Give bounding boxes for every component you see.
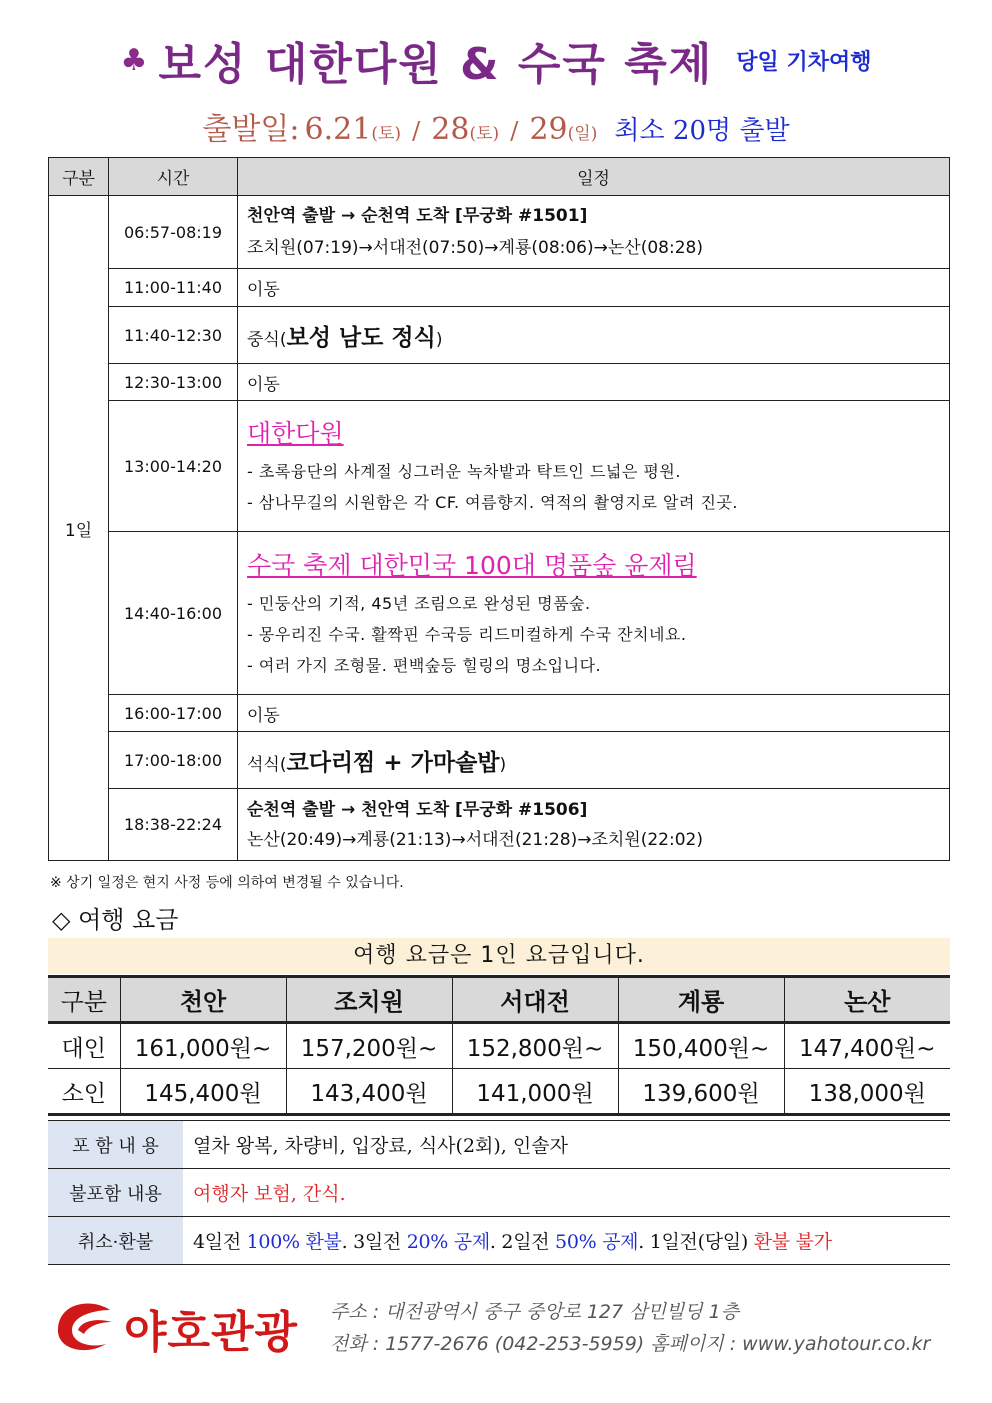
fee-header: 구분 bbox=[48, 977, 120, 1023]
time-cell: 13:00-14:20 bbox=[109, 401, 238, 532]
time-cell: 18:38-22:24 bbox=[109, 789, 238, 861]
time-cell: 12:30-13:00 bbox=[109, 364, 238, 401]
company-address: 주소 : 대전광역시 중구 중앙로 127 삼민빌딩 1층 bbox=[330, 1301, 740, 1323]
header-category: 구분 bbox=[49, 158, 109, 196]
departure-label: 출발일: bbox=[202, 112, 300, 147]
time-cell: 11:40-12:30 bbox=[109, 307, 238, 364]
train-stops: 논산(20:49)→계룡(21:13)→서대전(21:28)→조치원(22:02) bbox=[247, 829, 703, 850]
refund-part: 4일전 bbox=[193, 1231, 247, 1253]
footer bbox=[52, 1290, 952, 1370]
itinerary-cell bbox=[238, 401, 950, 532]
excluded-label: 불포함 내용 bbox=[48, 1169, 183, 1217]
included-value: 열차 왕복, 차량비, 입장료, 식사(2회), 인솔자 bbox=[183, 1121, 950, 1169]
date-value: 28 bbox=[431, 112, 470, 147]
itinerary-cell: 이동 bbox=[238, 695, 950, 732]
fee-cell: 161,000원~ bbox=[120, 1023, 286, 1069]
fee-cell: 150,400원~ bbox=[618, 1023, 784, 1069]
meal-suffix: ) bbox=[499, 754, 507, 775]
attraction-bullet: - 민둥산의 기적, 45년 조림으로 완성된 명품숲. bbox=[247, 593, 591, 613]
itinerary-cell bbox=[238, 732, 950, 789]
table-row bbox=[49, 695, 950, 732]
header-itinerary: 일정 bbox=[238, 158, 950, 196]
info-table bbox=[48, 1120, 950, 1265]
meal-suffix: ) bbox=[435, 329, 443, 350]
date-dow: (토) bbox=[469, 124, 500, 144]
company-logo bbox=[52, 1296, 322, 1358]
company-contact bbox=[330, 1296, 930, 1360]
refund-part: . 3일전 bbox=[341, 1231, 407, 1253]
fee-header: 계룡 bbox=[618, 977, 784, 1023]
train-route: 천안역 출발 → 순천역 도착 [무궁화 #1501] bbox=[247, 206, 588, 226]
fee-header: 천안 bbox=[120, 977, 286, 1023]
fee-header: 논산 bbox=[784, 977, 950, 1023]
refund-part: 환불 불가 bbox=[753, 1231, 832, 1253]
fee-cell: 141,000원 bbox=[452, 1069, 618, 1115]
time-cell: 11:00-11:40 bbox=[109, 269, 238, 307]
tour-title: 보성 대한다원 & 수국 축제 bbox=[158, 39, 714, 90]
fee-table bbox=[48, 975, 950, 1116]
company-name: 야호관광 bbox=[124, 1307, 299, 1358]
table-row bbox=[49, 401, 950, 532]
table-row bbox=[48, 1121, 950, 1169]
refund-part: . 1일전(당일) bbox=[638, 1231, 754, 1253]
fee-cell: 157,200원~ bbox=[286, 1023, 452, 1069]
fee-cell: 147,400원~ bbox=[784, 1023, 950, 1069]
time-cell: 16:00-17:00 bbox=[109, 695, 238, 732]
fee-cell: 143,400원 bbox=[286, 1069, 452, 1115]
train-route: 순천역 출발 → 천안역 도착 [무궁화 #1506] bbox=[247, 799, 588, 820]
attraction-heading: 대한다원 bbox=[247, 419, 344, 448]
attraction-bullet: - 초록융단의 사계절 싱그러운 녹차밭과 탁트인 드넓은 평원. bbox=[247, 462, 681, 481]
included-label: 포 함 내 용 bbox=[48, 1121, 183, 1169]
table-row bbox=[49, 269, 950, 307]
fee-cell: 138,000원 bbox=[784, 1069, 950, 1115]
time-cell: 06:57-08:19 bbox=[109, 196, 238, 269]
attraction-bullet: - 삼나무길의 시원함은 각 CF. 여름향지. 역적의 촬영지로 알려 진곳. bbox=[247, 493, 739, 512]
refund-label: 취소·환불 bbox=[48, 1217, 183, 1265]
meal-prefix: 석식( bbox=[247, 754, 287, 775]
table-row bbox=[49, 196, 950, 269]
schedule-table bbox=[48, 157, 950, 861]
date-value: 6.21 bbox=[304, 112, 372, 147]
fee-banner: 여행 요금은 1인 요금입니다. bbox=[48, 938, 950, 974]
attraction-heading: 수국 축제 대한민국 100대 명품숲 윤제림 bbox=[247, 550, 697, 580]
fee-cell: 대인 bbox=[48, 1023, 120, 1069]
fee-heading: ◇ 여행 요금 bbox=[52, 906, 179, 934]
refund-part: 50% 공제 bbox=[555, 1231, 639, 1253]
itinerary-cell bbox=[238, 307, 950, 364]
date-dow: (토) bbox=[371, 124, 402, 144]
day-label: 1일 bbox=[49, 196, 109, 861]
fee-header: 조치원 bbox=[286, 977, 452, 1023]
itinerary-cell bbox=[238, 532, 950, 695]
table-row bbox=[49, 307, 950, 364]
table-row bbox=[49, 532, 950, 695]
attraction-bullet: - 여러 가지 조형물. 편백숲등 힐링의 명소입니다. bbox=[247, 655, 602, 675]
table-row bbox=[48, 1169, 950, 1217]
refund-part: . 2일전 bbox=[489, 1231, 556, 1253]
table-row bbox=[49, 732, 950, 789]
date-separator: / bbox=[412, 117, 421, 145]
page-title bbox=[0, 28, 992, 92]
fee-cell: 152,800원~ bbox=[452, 1023, 618, 1069]
min-people: 최소 20명 출발 bbox=[614, 116, 790, 146]
meal-name: 코다리찜 + 가마솥밥 bbox=[286, 749, 500, 776]
table-row bbox=[49, 364, 950, 401]
date-separator: / bbox=[510, 117, 519, 145]
itinerary-cell: 이동 bbox=[238, 364, 950, 401]
schedule-note: ※ 상기 일정은 현지 사정 등에 의하여 변경될 수 있습니다. bbox=[50, 875, 404, 891]
itinerary-cell bbox=[238, 789, 950, 861]
header-time: 시간 bbox=[109, 158, 238, 196]
time-cell: 14:40-16:00 bbox=[109, 532, 238, 695]
meal-name: 보성 남도 정식 bbox=[286, 324, 436, 351]
itinerary-cell bbox=[238, 196, 950, 269]
table-row bbox=[48, 1217, 950, 1265]
itinerary-cell: 이동 bbox=[238, 269, 950, 307]
table-row bbox=[48, 1023, 950, 1069]
date-dow: (일) bbox=[567, 124, 598, 144]
excluded-value: 여행자 보험, 간식. bbox=[183, 1169, 950, 1217]
time-cell: 17:00-18:00 bbox=[109, 732, 238, 789]
club-icon: ♣ bbox=[120, 42, 148, 78]
table-row bbox=[48, 1069, 950, 1115]
fee-header: 서대전 bbox=[452, 977, 618, 1023]
schedule-header-row bbox=[49, 158, 950, 196]
refund-part: 20% 공제 bbox=[406, 1231, 490, 1253]
fee-cell: 소인 bbox=[48, 1069, 120, 1115]
fee-header-row bbox=[48, 977, 950, 1023]
attraction-bullet: - 몽우리진 수국. 활짝핀 수국등 리드미컬하게 수국 잔치네요. bbox=[247, 624, 687, 644]
refund-part: 100% 환불 bbox=[246, 1231, 342, 1253]
fee-cell: 145,400원 bbox=[120, 1069, 286, 1115]
refund-value bbox=[183, 1217, 950, 1265]
date-value: 29 bbox=[529, 112, 568, 147]
table-row bbox=[49, 789, 950, 861]
logo-swoosh-icon bbox=[52, 1296, 122, 1358]
departure-dates bbox=[0, 104, 992, 148]
tour-subtitle: 당일 기차여행 bbox=[736, 49, 872, 75]
meal-prefix: 중식( bbox=[247, 329, 287, 350]
fee-cell: 139,600원 bbox=[618, 1069, 784, 1115]
train-stops: 조치원(07:19)→서대전(07:50)→계룡(08:06)→논산(08:28) bbox=[247, 238, 703, 258]
company-phone: 전화 : 1577-2676 (042-253-5959) 홈페이지 : www.yahotour.co.kr bbox=[330, 1333, 931, 1355]
